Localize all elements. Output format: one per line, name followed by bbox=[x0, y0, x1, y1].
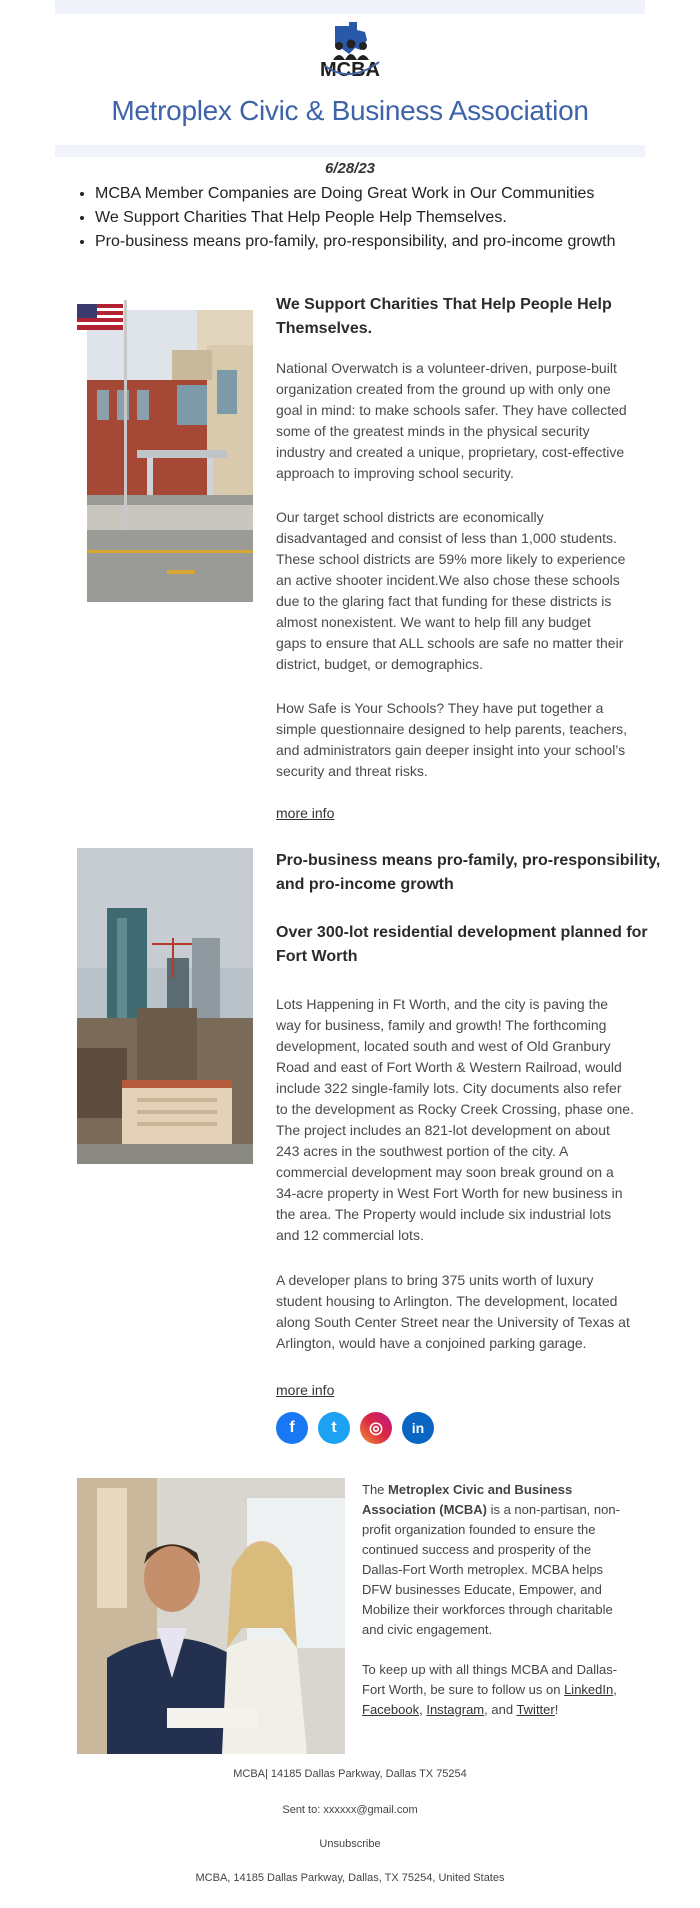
section2-para1: Lots Happening in Ft Worth, and the city is paving the way for business, family and growth! The forthcoming development, located south and west of Old Granbury Road and east of Fort Worth & Western Railroad, would include 322 single-family lots. City documents also refer to the development as Rocky Creek Crossing, phase one. The project includes an 821-lot development on about 243 acres in the southwest portion of the city. A commercial development may soon break ground on a 34-acre property in West Fort Worth for new business in the area. The Property would include six industrial lots and 12 commercial lots. bbox=[276, 996, 634, 1243]
svg-text:MCBA: MCBA bbox=[320, 59, 380, 81]
top-band bbox=[55, 0, 645, 14]
facebook-icon[interactable]: f bbox=[276, 1412, 308, 1444]
unsubscribe-link[interactable]: Unsubscribe bbox=[319, 1838, 381, 1850]
twitter-link[interactable]: Twitter bbox=[516, 1702, 555, 1717]
footer-sent-to: Sent to: xxxxxx@gmail.com bbox=[282, 1804, 418, 1816]
section2-subheading: Over 300-lot residential development planned for Fort Worth bbox=[276, 924, 648, 965]
section1-para3: How Safe is Your Schools? They have put together a simple questionnaire designed to help parents, teachers, and administrators gain deeper insight into your school’s security and threat risks. bbox=[276, 700, 627, 779]
about-paragraph: The Metroplex Civic and Business Association (MCBA) is a non-partisan, non- profit organization founded to ensure the continued success and prosperity of the Dallas-Fort Worth metroplex. MCBA helps DFW businesses Educate, Empower, and Mobilize their workforces through charitable and civic engagement. bbox=[362, 1482, 620, 1637]
linkedin-icon[interactable]: in bbox=[402, 1412, 434, 1444]
section1-more-info-link[interactable]: more info bbox=[276, 805, 335, 821]
highlights-list bbox=[77, 182, 616, 254]
highlight-item: • Pro-business means pro-family, pro-responsibility, and pro-income growth bbox=[95, 230, 616, 254]
header-band bbox=[55, 145, 645, 157]
fort-worth-skyline-photo bbox=[77, 848, 253, 1164]
footer-postal-address: MCBA, 14185 Dallas Parkway, Dallas, TX 75254, United States bbox=[195, 1872, 505, 1884]
instagram-link[interactable]: Instagram bbox=[426, 1702, 485, 1717]
follow-paragraph: To keep up with all things MCBA and Dallas- Fort Worth, be sure to follow us on LinkedIn, Facebook, Instagram, and Twitter! bbox=[362, 1662, 618, 1717]
instagram-icon[interactable]: ◎ bbox=[360, 1412, 392, 1444]
facebook-link[interactable]: Facebook bbox=[362, 1702, 420, 1717]
school-flag-photo bbox=[77, 290, 253, 602]
twitter-icon[interactable]: t bbox=[318, 1412, 350, 1444]
section2-more-info-link[interactable]: more info bbox=[276, 1382, 335, 1398]
highlight-item: • We Support Charities That Help People Help Themselves. bbox=[95, 206, 616, 230]
section2-para2: A developer plans to bring 375 units worth of luxury student housing to Arlington. The development, located along South Center Street near the University of Texas at Arlington, would have a conjoined parking garage. bbox=[276, 1272, 630, 1351]
issue-date: 6/28/23 bbox=[324, 160, 376, 177]
section1-heading: We Support Charities That Help People Help Themselves. bbox=[276, 296, 612, 337]
section1-para2: Our target school districts are economically disadvantaged and consist of less than 1,000 students. These school districts are 59% more likely to experience an active shooter incident.We also chose these schools due to the glaring fact that funding for these districts is almost nonexistent. We want to help fill any budget gaps to ensure that ALL schools are safe no matter their district, budget, or demographics. bbox=[276, 509, 626, 672]
association-name: Metroplex Civic & Business Association bbox=[111, 95, 589, 126]
members-photo bbox=[77, 1478, 345, 1754]
mcba-logo bbox=[0, 20, 700, 82]
section2-heading: Pro-business means pro-family, pro-responsibility, and pro-income growth bbox=[276, 852, 661, 893]
footer-address: MCBA| 14185 Dallas Parkway, Dallas TX 75254 bbox=[233, 1768, 467, 1780]
linkedin-link[interactable]: LinkedIn bbox=[564, 1682, 614, 1697]
highlight-item: • MCBA Member Companies are Doing Great Work in Our Communities bbox=[95, 182, 616, 206]
section1-para1: National Overwatch is a volunteer-driven, purpose-built organization created from the ground up with only one goal in mind: to make schools safer. They have collected some of the greatest minds in the physical security industry and created a unique, proprietary, cost-effective approach to improving school security. bbox=[276, 360, 627, 481]
